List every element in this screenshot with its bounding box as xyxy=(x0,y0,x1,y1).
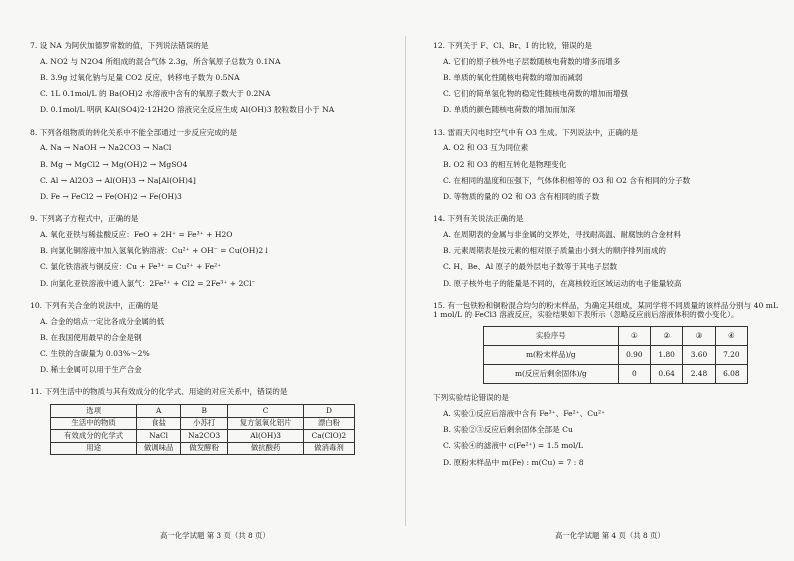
q11-table-cell: A xyxy=(137,405,181,418)
q11-table-cell: NaCl xyxy=(137,430,181,443)
q11-table-cell: 复方氢氧化铝片 xyxy=(228,417,304,430)
q15-option-b: B. 实验②③反应后剩余固体全部是 Cu xyxy=(443,425,573,435)
q8-stem: 8. 下列各组物质的转化关系中不能全部通过一步反应完成的是 xyxy=(30,127,238,137)
q12-option-c: C. 它们的简单氢化物的稳定性随核电荷数的增加而增强 xyxy=(443,89,629,99)
q13-option-c: C. 在相同的温度和压强下，气体体积相等的 O3 和 O2 含有相同的分子数 xyxy=(443,175,691,185)
question-7 xyxy=(30,42,380,115)
q11-table-row xyxy=(51,405,355,418)
q14-option-b: B. 元素周期表是按元素的相对原子质量由小到大的顺序排列而成的 xyxy=(443,246,667,256)
q14-stem: 14. 下列有关说法正确的是 xyxy=(433,214,524,224)
q11-table-cell: 做发酵粉 xyxy=(181,442,228,455)
q12-option-a: A. 它们的原子核外电子层数随核电荷数的增多而增多 xyxy=(443,56,621,66)
q11-table-cell: Al(OH)3 xyxy=(228,430,304,443)
column-divider xyxy=(405,36,406,526)
q15-table-cell: ④ xyxy=(715,327,747,346)
q11-table-cell: D xyxy=(303,405,354,418)
q11-table-cell: 生活中的物质 xyxy=(51,417,137,430)
q15-option-d: D. 原粉末样品中 m(Fe) : m(Cu) = 7 : 8 xyxy=(443,457,584,467)
q11-table-cell: 做抗酸药 xyxy=(228,442,304,455)
q15-table-cell: 0.64 xyxy=(650,365,682,384)
q15-table-cell: 0 xyxy=(618,365,650,384)
q10-option-d: D. 稀土金属可以用于生产合金 xyxy=(40,365,142,375)
q8-option-a: A. Na → NaOH → Na2CO3 → NaCl xyxy=(40,143,172,153)
q9-option-b: B. 向氯化铜溶液中加入氢氧化钠溶液：Cu²⁺ + OH⁻ = Cu(OH)2↓ xyxy=(40,246,270,256)
q15-table-row xyxy=(484,327,748,346)
q11-table-cell: Na2CO3 xyxy=(181,430,228,443)
q7-option-c: C. 1L 0.1mol/L 的 Ba(OH)2 水溶液中含有的氧原子数大于 0.2NA xyxy=(40,89,271,99)
q15-table-cell: 2.48 xyxy=(683,365,715,384)
q9-option-a: A. 氧化亚铁与稀盐酸反应：FeO + 2H⁺ = Fe³⁺ + H2O xyxy=(40,229,233,239)
q11-table-row xyxy=(51,442,355,455)
q14-option-d: D. 原子核外电子的能量是不同的，在离核较近区域运动的电子能量较高 xyxy=(443,278,682,288)
q11-table-cell: 做消毒剂 xyxy=(303,442,354,455)
q11-table-cell: 有效成分的化学式 xyxy=(51,430,137,443)
q12-option-b: B. 单质的氧化性随核电荷数的增加而减弱 xyxy=(443,72,583,82)
q9-stem: 9. 下列离子方程式中，正确的是 xyxy=(30,214,139,224)
q15-option-c: C. 实验④的滤液中 c(Fe²⁺) = 1.5 mol/L xyxy=(443,441,583,451)
right-page-footer: 高一化学试题 第 4 页（共 8 页） xyxy=(555,531,665,540)
q15-table-cell: 7.20 xyxy=(715,346,747,365)
q11-table-cell: 小苏打 xyxy=(181,417,228,430)
q7-option-d: D. 0.1mol/L 明矾 KAl(SO4)2·12H2O 溶液完全反应生成 Al(OH)3 胶粒数目小于 NA xyxy=(40,105,335,115)
q15-table-cell: 6.08 xyxy=(715,365,747,384)
q15-table-cell: ① xyxy=(618,327,650,346)
q12-option-d: D. 单质的颜色随核电荷数的增加而加深 xyxy=(443,105,576,115)
q15-table-cell: 0.90 xyxy=(618,346,650,365)
question-14 xyxy=(433,215,783,288)
q8-option-b: B. Mg → MgCl2 → Mg(OH)2 → MgSO4 xyxy=(40,159,188,169)
left-page-footer: 高一化学试题 第 3 页（共 8 页） xyxy=(160,531,270,540)
question-13 xyxy=(433,129,783,202)
question-15 xyxy=(433,302,783,468)
q11-table-cell: 选项 xyxy=(51,405,137,418)
q15-table-cell: 实验序号 xyxy=(484,327,619,346)
q13-option-b: B. O2 和 O3 的相互转化是物理变化 xyxy=(443,159,567,169)
q7-stem: 7. 设 NA 为阿伏加德罗常数的值，下列说法错误的是 xyxy=(30,41,209,50)
q10-option-c: C. 生铁的含碳量为 0.03%～2% xyxy=(40,348,150,358)
q11-table-cell: 用途 xyxy=(51,442,137,455)
question-11 xyxy=(30,388,380,455)
q15-table xyxy=(483,326,748,384)
q15-table-cell: 1.80 xyxy=(650,346,682,365)
q12-stem: 12. 下列关于 F、Cl、Br、I 的比较，错误的是 xyxy=(433,41,592,50)
right-column xyxy=(433,42,783,475)
left-column xyxy=(30,42,380,455)
question-9 xyxy=(30,215,380,288)
q11-table-row xyxy=(51,417,355,430)
q15-table-cell: ③ xyxy=(683,327,715,346)
q11-table-row xyxy=(51,430,355,443)
q11-table-cell: 食盐 xyxy=(137,417,181,430)
q14-option-a: A. 在周期表的金属与非金属的交界处，寻找耐高温、耐腐蚀的合金材料 xyxy=(443,229,682,239)
q15-table-row xyxy=(484,346,748,365)
q15-sub-stem: 下列实验结论错误的是 xyxy=(433,393,509,403)
q9-option-c: C. 氯化铁溶液与铜反应：Cu + Fe³⁺ = Cu²⁺ + Fe²⁺ xyxy=(40,262,222,272)
q15-table-cell: m(粉末样品)/g xyxy=(484,346,619,365)
q11-table xyxy=(50,404,355,455)
q11-table-cell: 漂白粉 xyxy=(303,417,354,430)
q14-option-c: C. H、Be、Al 原子的最外层电子数等于其电子层数 xyxy=(443,262,618,272)
q13-option-a: A. O2 和 O3 互为同位素 xyxy=(443,143,529,153)
q15-option-a: A. 实验①反应后溶液中含有 Fe³⁺、Fe²⁺、Cu²⁺ xyxy=(443,408,605,418)
question-12 xyxy=(433,42,783,115)
q10-option-a: A. 合金的熔点一定比各成分金属的低 xyxy=(40,316,165,326)
question-10 xyxy=(30,302,380,375)
q11-table-cell: Ca(ClO)2 xyxy=(303,430,354,443)
q8-option-d: D. Fe → FeCl2 → Fe(OH)2 → Fe(OH)3 xyxy=(40,191,182,201)
q10-option-b: B. 在我国使用最早的合金是钢 xyxy=(40,332,142,342)
q11-table-cell: C xyxy=(228,405,304,418)
q15-table-cell: 3.60 xyxy=(683,346,715,365)
q15-stem: 15. 有一包铁粉和铜粉混合均匀的粉末样品，为确定其组成，某同学将不同质量的该样品分别与 40 mL 1 mol/L 的 FeCl3 溶液反应，实验结果如下表所示（忽略反应前后溶液体积的微小变化）。 xyxy=(433,300,778,319)
q13-option-d: D. 等物质的量的 O2 和 O3 含有相同的质子数 xyxy=(443,191,600,201)
q8-option-c: C. Al → Al2O3 → Al(OH)3 → Na[Al(OH)4] xyxy=(40,175,196,185)
q11-table-cell: B xyxy=(181,405,228,418)
q15-table-cell: m(反应后剩余固体)/g xyxy=(484,365,619,384)
q7-option-b: B. 3.9g 过氧化钠与足量 CO2 反应，转移电子数为 0.5NA xyxy=(40,72,240,82)
q11-stem: 11. 下列生活中的物质与其有效成分的化学式、用途的对应关系中，错误的是 xyxy=(30,387,288,397)
q10-stem: 10. 下列有关合金的说法中，正确的是 xyxy=(30,300,159,310)
q7-option-a: A. NO2 与 N2O4 所组成的混合气体 2.3g，所含氧原子总数为 0.1NA xyxy=(40,56,281,66)
q13-stem: 13. 雷雨天闪电时空气中有 O3 生成。下列说法中，正确的是 xyxy=(433,127,639,137)
q15-table-cell: ② xyxy=(650,327,682,346)
q11-table-cell: 做调味品 xyxy=(137,442,181,455)
q9-option-d: D. 向氯化亚铁溶液中通入氯气：2Fe²⁺ + Cl2 = 2Fe³⁺ + 2Cl⁻ xyxy=(40,278,256,288)
question-8 xyxy=(30,129,380,202)
q15-table-row xyxy=(484,365,748,384)
